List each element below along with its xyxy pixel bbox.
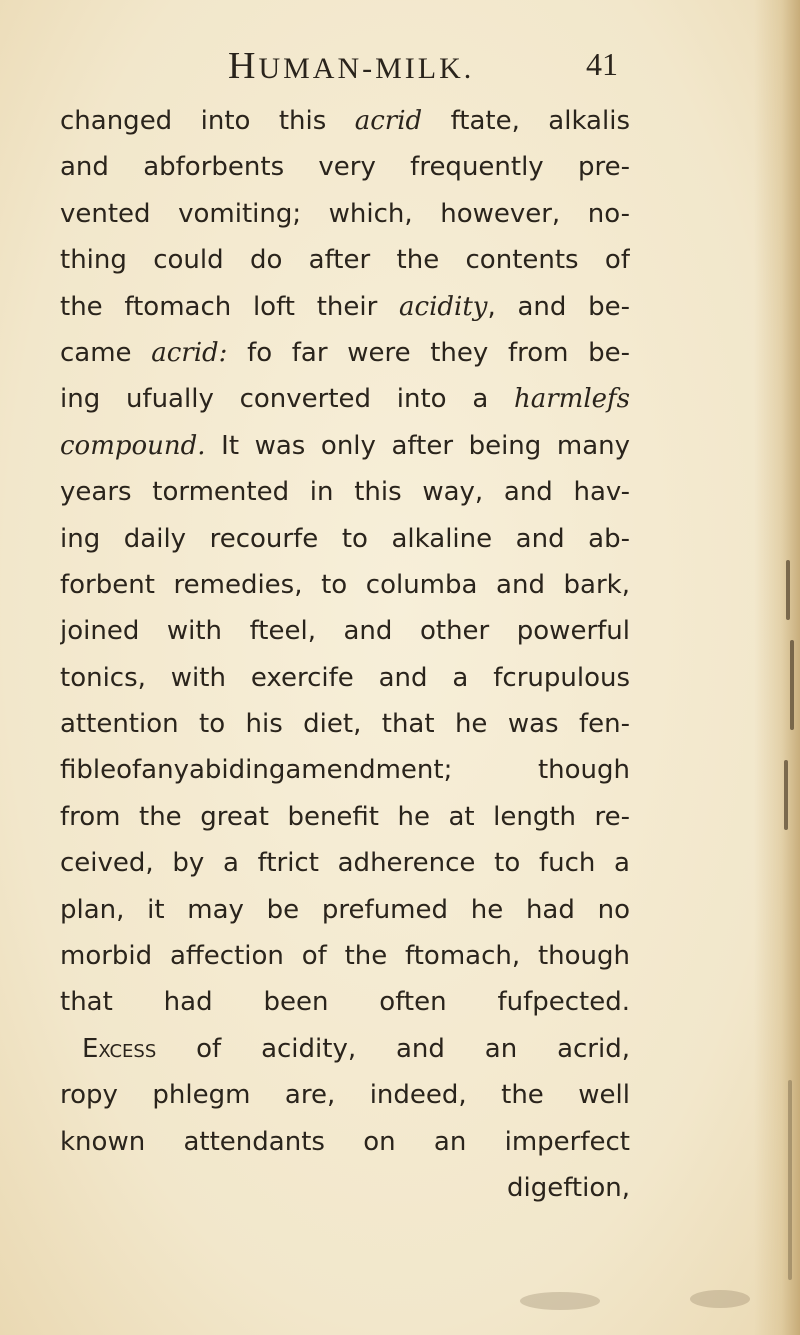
text-run: known attendants on an imperfect: [60, 1126, 630, 1157]
text-run: ing daily recourfe to alkaline and ab-: [60, 523, 630, 554]
text-line: [60, 1119, 630, 1165]
text-line: [60, 794, 630, 840]
edge-speck: [784, 760, 788, 830]
text-line: [60, 562, 630, 608]
text-line: [60, 1026, 630, 1072]
text-run: changed into this: [60, 106, 355, 136]
text-line: [60, 423, 630, 469]
page-header: [0, 44, 800, 94]
edge-speck: [790, 640, 794, 730]
italic-phrase: acidity: [399, 291, 488, 322]
text-run: , and be-: [487, 291, 630, 322]
text-run: ropy phlegm are, indeed, the well: [60, 1080, 630, 1111]
text-run: the ftomach loft their: [60, 291, 399, 322]
page-smudge: [690, 1290, 750, 1308]
text-line: [60, 701, 630, 747]
italic-phrase: acrid:: [151, 337, 228, 368]
text-run: morbid affection of the ftomach, though: [60, 941, 630, 972]
text-line: [60, 237, 630, 283]
text-run: fo far were they from be-: [227, 337, 630, 368]
text-run: plan, it may be prefumed he had no: [60, 894, 630, 925]
text-run: forbent remedies, to columba and bark,: [60, 569, 630, 600]
text-run: of acidity, and an acrid,: [156, 1033, 630, 1064]
text-line: [60, 747, 630, 793]
italic-phrase: harmlefs: [514, 384, 630, 415]
text-line: [60, 887, 630, 933]
text-run: from the great benefit he at length re-: [60, 801, 630, 832]
text-run: that had been often fufpected.: [60, 987, 630, 1018]
text-line: [60, 191, 630, 237]
text-run: thing could do after the contents of: [60, 245, 630, 276]
running-head-initial: H: [228, 45, 259, 87]
body-text: [60, 98, 630, 1211]
text-line: [60, 933, 630, 979]
text-run: ceived, by a ftrict adherence to fuch a: [60, 848, 630, 879]
text-line: [60, 608, 630, 654]
text-run: It was only after being many: [205, 430, 630, 461]
text-line: [60, 144, 630, 190]
text-run: vented vomiting; which, however, no-: [60, 198, 630, 229]
text-line: [60, 98, 630, 144]
text-line: [60, 330, 630, 376]
italic-phrase: acrid: [354, 106, 423, 136]
text-run: attention to his diet, that he was fen-: [60, 709, 630, 740]
text-line: [60, 979, 630, 1025]
text-run: fibleofanyabidingamendment; though: [60, 755, 630, 786]
page-number: 41: [586, 46, 618, 82]
page-smudge: [520, 1292, 600, 1310]
edge-speck: [786, 560, 790, 620]
text-run: joined with fteel, and other powerful: [60, 616, 630, 647]
text-run: digeftion,: [507, 1172, 630, 1203]
text-line: [60, 516, 630, 562]
text-run: came: [60, 337, 152, 368]
running-head-text: UMAN-MILK.: [258, 52, 475, 85]
text-run: years tormented in this way, and hav-: [60, 477, 630, 508]
text-line: [60, 840, 630, 886]
italic-phrase: compound.: [60, 430, 206, 461]
text-line: [60, 1072, 630, 1118]
running-head: [228, 44, 474, 88]
text-line: [60, 376, 630, 422]
edge-speck: [788, 1080, 792, 1280]
text-line: [60, 284, 630, 330]
text-run: ing ufually converted into a: [60, 384, 514, 415]
text-run: and abforbents very frequently pre-: [60, 152, 630, 183]
text-line: [60, 1165, 630, 1211]
small-caps-word: Excess: [82, 1033, 157, 1064]
text-line: [60, 655, 630, 701]
text-run: ftate, alkalis: [422, 106, 630, 136]
text-run: tonics, with exercife and a fcrupulous: [60, 662, 630, 693]
text-line: [60, 469, 630, 515]
